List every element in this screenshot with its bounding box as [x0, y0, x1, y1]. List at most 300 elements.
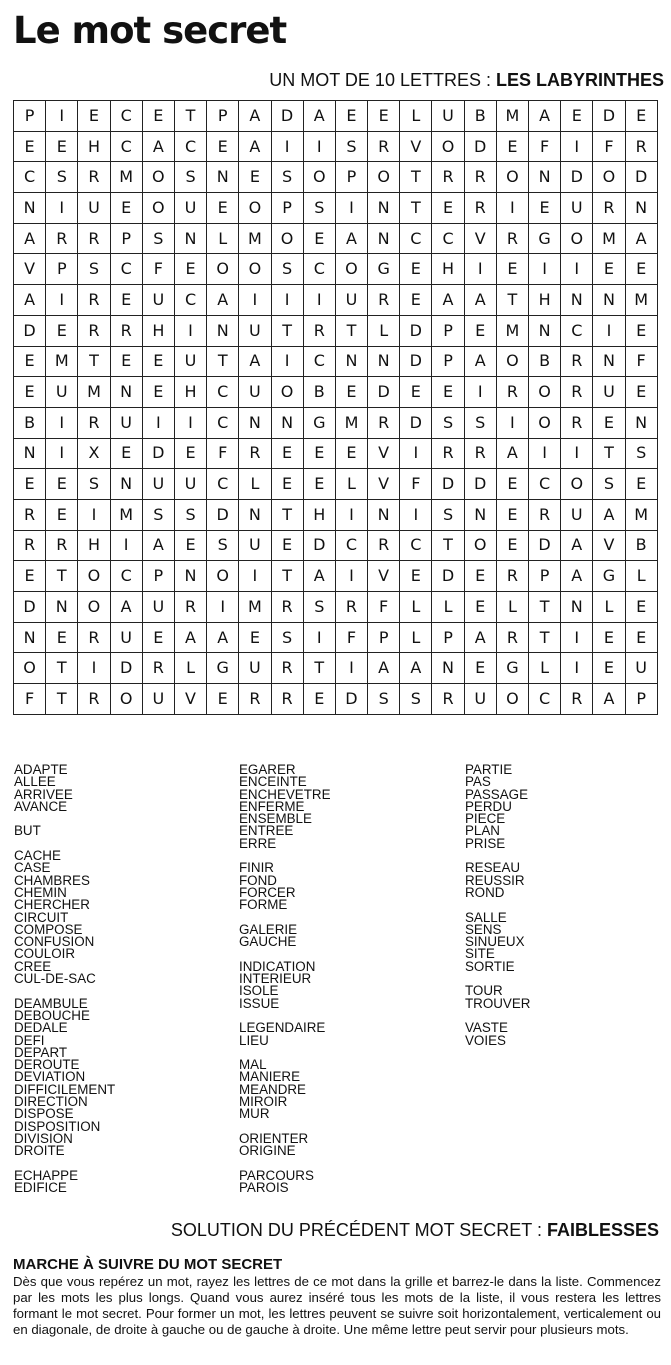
grid-cell[interactable]: E	[14, 377, 46, 408]
grid-cell[interactable]: R	[110, 315, 142, 346]
grid-cell[interactable]: A	[561, 561, 593, 592]
grid-cell[interactable]: R	[464, 162, 496, 193]
word-list-item[interactable]: BUT	[14, 823, 41, 839]
grid-cell[interactable]: I	[496, 407, 528, 438]
grid-cell[interactable]: D	[432, 469, 464, 500]
grid-cell[interactable]: I	[239, 285, 271, 316]
grid-cell[interactable]: F	[335, 622, 367, 653]
grid-cell[interactable]: G	[303, 407, 335, 438]
grid-cell[interactable]: E	[625, 315, 657, 346]
grid-cell[interactable]: S	[432, 499, 464, 530]
grid-cell[interactable]: O	[561, 223, 593, 254]
grid-cell[interactable]: H	[174, 377, 206, 408]
grid-cell[interactable]: C	[529, 684, 561, 715]
grid-cell[interactable]: U	[464, 684, 496, 715]
grid-cell[interactable]: O	[271, 377, 303, 408]
grid-cell[interactable]: A	[625, 223, 657, 254]
grid-cell[interactable]: R	[529, 499, 561, 530]
grid-cell[interactable]: C	[400, 530, 432, 561]
grid-cell[interactable]: I	[46, 193, 78, 224]
grid-cell[interactable]: E	[110, 438, 142, 469]
grid-cell[interactable]: I	[271, 346, 303, 377]
grid-cell[interactable]: A	[368, 653, 400, 684]
grid-cell[interactable]: A	[110, 592, 142, 623]
grid-cell[interactable]: V	[368, 561, 400, 592]
word-list-item[interactable]: LEGENDAIRE	[239, 1020, 326, 1036]
grid-cell[interactable]: O	[239, 193, 271, 224]
word-list-item[interactable]: FORCER	[239, 884, 296, 900]
word-list-item[interactable]: ENTREE	[239, 823, 294, 839]
grid-cell[interactable]: E	[239, 162, 271, 193]
grid-cell[interactable]: A	[142, 530, 174, 561]
word-list-item[interactable]: REUSSIR	[465, 872, 525, 888]
grid-cell[interactable]: P	[625, 684, 657, 715]
grid-cell[interactable]: S	[78, 469, 110, 500]
grid-cell[interactable]: E	[400, 561, 432, 592]
grid-cell[interactable]: U	[110, 407, 142, 438]
grid-cell[interactable]: R	[335, 592, 367, 623]
grid-cell[interactable]: C	[174, 131, 206, 162]
grid-cell[interactable]: V	[368, 469, 400, 500]
grid-cell[interactable]: I	[174, 315, 206, 346]
word-list-item[interactable]: ROND	[465, 884, 505, 900]
grid-cell[interactable]: R	[368, 530, 400, 561]
grid-cell[interactable]: C	[303, 346, 335, 377]
grid-cell[interactable]: O	[496, 684, 528, 715]
word-list-item[interactable]: PAS	[465, 774, 491, 790]
grid-cell[interactable]: R	[271, 684, 303, 715]
grid-cell[interactable]: F	[529, 131, 561, 162]
grid-cell[interactable]: M	[110, 499, 142, 530]
grid-cell[interactable]: M	[78, 377, 110, 408]
grid-cell[interactable]: G	[496, 653, 528, 684]
grid-cell[interactable]: P	[432, 622, 464, 653]
grid-cell[interactable]: T	[271, 561, 303, 592]
grid-cell[interactable]: T	[46, 561, 78, 592]
word-list-item[interactable]: MEANDRE	[239, 1081, 306, 1097]
grid-cell[interactable]: R	[78, 223, 110, 254]
grid-cell[interactable]: I	[561, 622, 593, 653]
word-list-item[interactable]: TOUR	[465, 983, 503, 999]
grid-cell[interactable]: E	[625, 592, 657, 623]
grid-cell[interactable]: E	[464, 653, 496, 684]
grid-cell[interactable]: U	[432, 101, 464, 132]
word-list-item[interactable]: DISPOSE	[14, 1106, 74, 1122]
grid-cell[interactable]: O	[464, 530, 496, 561]
grid-cell[interactable]: I	[561, 438, 593, 469]
grid-cell[interactable]: O	[239, 254, 271, 285]
grid-cell[interactable]: E	[529, 193, 561, 224]
grid-cell[interactable]: E	[14, 346, 46, 377]
grid-cell[interactable]: R	[78, 407, 110, 438]
grid-cell[interactable]: R	[593, 193, 625, 224]
grid-cell[interactable]: D	[207, 499, 239, 530]
grid-cell[interactable]: C	[561, 315, 593, 346]
grid-cell[interactable]: A	[464, 622, 496, 653]
grid-cell[interactable]: H	[529, 285, 561, 316]
grid-cell[interactable]: O	[78, 561, 110, 592]
grid-cell[interactable]: O	[496, 346, 528, 377]
word-list-item[interactable]: DEFI	[14, 1032, 45, 1048]
grid-cell[interactable]: O	[529, 377, 561, 408]
grid-cell[interactable]: I	[529, 254, 561, 285]
grid-cell[interactable]: A	[239, 346, 271, 377]
grid-cell[interactable]: N	[46, 592, 78, 623]
grid-cell[interactable]: P	[207, 101, 239, 132]
word-list-item[interactable]: SINUEUX	[465, 934, 525, 950]
grid-cell[interactable]: S	[593, 469, 625, 500]
grid-cell[interactable]: N	[207, 162, 239, 193]
grid-cell[interactable]: N	[110, 469, 142, 500]
grid-cell[interactable]: R	[303, 315, 335, 346]
grid-cell[interactable]: R	[561, 407, 593, 438]
grid-cell[interactable]: T	[174, 101, 206, 132]
grid-cell[interactable]: D	[464, 131, 496, 162]
grid-cell[interactable]: R	[271, 653, 303, 684]
grid-cell[interactable]: S	[432, 407, 464, 438]
grid-cell[interactable]: E	[46, 499, 78, 530]
grid-cell[interactable]: T	[496, 285, 528, 316]
grid-cell[interactable]: R	[432, 162, 464, 193]
grid-cell[interactable]: O	[142, 193, 174, 224]
grid-cell[interactable]: C	[110, 561, 142, 592]
grid-cell[interactable]: U	[174, 346, 206, 377]
grid-cell[interactable]: E	[496, 254, 528, 285]
word-list-item[interactable]: ENCEINTE	[239, 774, 307, 790]
word-list-item[interactable]: EGARER	[239, 762, 296, 777]
grid-cell[interactable]: N	[174, 223, 206, 254]
grid-cell[interactable]: F	[14, 684, 46, 715]
word-list-item[interactable]: CACHE	[14, 848, 61, 864]
word-list-item[interactable]: GALERIE	[239, 921, 298, 937]
grid-cell[interactable]: E	[110, 346, 142, 377]
grid-cell[interactable]: D	[464, 469, 496, 500]
grid-cell[interactable]: A	[239, 101, 271, 132]
grid-cell[interactable]: V	[14, 254, 46, 285]
grid-cell[interactable]: A	[335, 223, 367, 254]
grid-cell[interactable]: R	[561, 684, 593, 715]
grid-cell[interactable]: E	[303, 684, 335, 715]
grid-cell[interactable]: N	[368, 499, 400, 530]
grid-cell[interactable]: O	[432, 131, 464, 162]
grid-cell[interactable]: E	[174, 530, 206, 561]
grid-cell[interactable]: N	[529, 315, 561, 346]
grid-cell[interactable]: C	[303, 254, 335, 285]
grid-cell[interactable]: O	[335, 254, 367, 285]
grid-cell[interactable]: N	[368, 223, 400, 254]
grid-cell[interactable]: D	[400, 315, 432, 346]
grid-cell[interactable]: T	[335, 315, 367, 346]
grid-cell[interactable]: E	[110, 193, 142, 224]
grid-cell[interactable]: U	[78, 193, 110, 224]
grid-cell[interactable]: O	[110, 684, 142, 715]
grid-cell[interactable]: N	[239, 407, 271, 438]
grid-cell[interactable]: F	[142, 254, 174, 285]
grid-cell[interactable]: U	[142, 285, 174, 316]
grid-cell[interactable]: M	[110, 162, 142, 193]
grid-cell[interactable]: V	[174, 684, 206, 715]
grid-cell[interactable]: C	[110, 254, 142, 285]
grid-cell[interactable]: U	[593, 377, 625, 408]
grid-cell[interactable]: L	[207, 223, 239, 254]
grid-cell[interactable]: R	[496, 377, 528, 408]
grid-cell[interactable]: F	[593, 131, 625, 162]
word-list-item[interactable]: INDICATION	[239, 958, 316, 974]
word-list-item[interactable]: PIECE	[465, 811, 506, 827]
grid-cell[interactable]: T	[400, 193, 432, 224]
grid-cell[interactable]: N	[625, 193, 657, 224]
word-list-item[interactable]: CHEMIN	[14, 884, 67, 900]
grid-cell[interactable]: R	[78, 162, 110, 193]
grid-cell[interactable]: B	[625, 530, 657, 561]
grid-cell[interactable]: R	[368, 407, 400, 438]
grid-cell[interactable]: I	[271, 285, 303, 316]
grid-cell[interactable]: F	[625, 346, 657, 377]
grid-cell[interactable]: D	[561, 162, 593, 193]
grid-cell[interactable]: I	[271, 131, 303, 162]
word-list-item[interactable]: DIFFICILEMENT	[14, 1081, 116, 1097]
grid-cell[interactable]: D	[335, 684, 367, 715]
word-list-item[interactable]: DIRECTION	[14, 1094, 88, 1110]
grid-cell[interactable]: P	[529, 561, 561, 592]
grid-cell[interactable]: S	[625, 438, 657, 469]
grid-cell[interactable]: P	[432, 315, 464, 346]
grid-cell[interactable]: I	[561, 653, 593, 684]
grid-cell[interactable]: L	[593, 592, 625, 623]
grid-cell[interactable]: I	[239, 561, 271, 592]
grid-cell[interactable]: A	[464, 346, 496, 377]
grid-cell[interactable]: E	[335, 438, 367, 469]
grid-cell[interactable]: N	[625, 407, 657, 438]
grid-cell[interactable]: I	[335, 653, 367, 684]
grid-cell[interactable]: N	[335, 346, 367, 377]
grid-cell[interactable]: I	[335, 193, 367, 224]
grid-cell[interactable]: I	[400, 499, 432, 530]
grid-cell[interactable]: O	[561, 469, 593, 500]
grid-cell[interactable]: E	[239, 622, 271, 653]
word-list-item[interactable]: PASSAGE	[465, 786, 529, 802]
grid-cell[interactable]: U	[239, 377, 271, 408]
grid-cell[interactable]: U	[335, 285, 367, 316]
grid-cell[interactable]: R	[432, 438, 464, 469]
grid-cell[interactable]: O	[529, 407, 561, 438]
grid-cell[interactable]: E	[78, 101, 110, 132]
grid-cell[interactable]: E	[625, 254, 657, 285]
word-list-item[interactable]: DEPART	[14, 1044, 68, 1060]
grid-cell[interactable]: V	[593, 530, 625, 561]
grid-cell[interactable]: C	[110, 131, 142, 162]
word-list-item[interactable]: CASE	[14, 860, 51, 876]
word-list-item[interactable]: ENSEMBLE	[239, 811, 312, 827]
word-list-item[interactable]: ENCHEVETRE	[239, 786, 331, 802]
grid-cell[interactable]: C	[14, 162, 46, 193]
grid-cell[interactable]: P	[432, 346, 464, 377]
grid-cell[interactable]: V	[368, 438, 400, 469]
word-list-item[interactable]: LIEU	[239, 1032, 269, 1048]
word-list-item[interactable]: GAUCHE	[239, 934, 297, 950]
grid-cell[interactable]: A	[432, 285, 464, 316]
grid-cell[interactable]: C	[110, 101, 142, 132]
grid-cell[interactable]: R	[78, 315, 110, 346]
grid-cell[interactable]: N	[368, 346, 400, 377]
grid-cell[interactable]: T	[529, 592, 561, 623]
grid-cell[interactable]: I	[78, 653, 110, 684]
grid-cell[interactable]: N	[368, 193, 400, 224]
grid-cell[interactable]: I	[46, 285, 78, 316]
grid-cell[interactable]: E	[142, 377, 174, 408]
grid-cell[interactable]: L	[432, 592, 464, 623]
grid-cell[interactable]: R	[46, 223, 78, 254]
word-list-item[interactable]: ORIENTER	[239, 1130, 309, 1146]
grid-cell[interactable]: R	[496, 223, 528, 254]
grid-cell[interactable]: B	[464, 101, 496, 132]
grid-cell[interactable]: M	[625, 499, 657, 530]
grid-cell[interactable]: E	[432, 377, 464, 408]
grid-cell[interactable]: D	[142, 438, 174, 469]
grid-cell[interactable]: D	[110, 653, 142, 684]
grid-cell[interactable]: E	[625, 377, 657, 408]
grid-cell[interactable]: P	[142, 561, 174, 592]
grid-cell[interactable]: R	[271, 592, 303, 623]
grid-cell[interactable]: E	[593, 407, 625, 438]
grid-cell[interactable]: P	[368, 622, 400, 653]
word-list-item[interactable]: DIVISION	[14, 1130, 73, 1146]
grid-cell[interactable]: N	[464, 499, 496, 530]
grid-cell[interactable]: V	[400, 131, 432, 162]
grid-cell[interactable]: N	[14, 438, 46, 469]
grid-cell[interactable]: R	[46, 530, 78, 561]
grid-cell[interactable]: E	[303, 438, 335, 469]
word-list-item[interactable]: SALLE	[465, 909, 507, 925]
word-list-item[interactable]: PERDU	[465, 798, 512, 814]
grid-cell[interactable]: G	[368, 254, 400, 285]
grid-cell[interactable]: U	[142, 684, 174, 715]
grid-cell[interactable]: E	[46, 622, 78, 653]
grid-cell[interactable]: I	[110, 530, 142, 561]
grid-cell[interactable]: I	[464, 254, 496, 285]
grid-cell[interactable]: E	[142, 101, 174, 132]
grid-cell[interactable]: R	[174, 592, 206, 623]
grid-cell[interactable]: I	[174, 407, 206, 438]
grid-cell[interactable]: E	[625, 101, 657, 132]
grid-cell[interactable]: G	[529, 223, 561, 254]
grid-cell[interactable]: S	[303, 193, 335, 224]
grid-cell[interactable]: A	[529, 101, 561, 132]
grid-cell[interactable]: F	[368, 592, 400, 623]
word-list-item[interactable]: CIRCUIT	[14, 909, 69, 925]
grid-cell[interactable]: I	[303, 285, 335, 316]
grid-cell[interactable]: S	[464, 407, 496, 438]
grid-cell[interactable]: A	[142, 131, 174, 162]
grid-cell[interactable]: E	[46, 131, 78, 162]
grid-cell[interactable]: E	[174, 254, 206, 285]
grid-cell[interactable]: E	[464, 315, 496, 346]
grid-cell[interactable]: I	[78, 499, 110, 530]
grid-cell[interactable]: I	[303, 622, 335, 653]
grid-cell[interactable]: A	[303, 561, 335, 592]
word-list-item[interactable]: ISSUE	[239, 995, 280, 1011]
grid-cell[interactable]: S	[271, 254, 303, 285]
grid-cell[interactable]: R	[14, 530, 46, 561]
grid-cell[interactable]: N	[561, 592, 593, 623]
grid-cell[interactable]: E	[464, 561, 496, 592]
grid-cell[interactable]: E	[207, 684, 239, 715]
grid-cell[interactable]: U	[174, 193, 206, 224]
grid-cell[interactable]: P	[271, 193, 303, 224]
grid-cell[interactable]: O	[207, 561, 239, 592]
grid-cell[interactable]: M	[625, 285, 657, 316]
grid-cell[interactable]: P	[335, 162, 367, 193]
grid-cell[interactable]: R	[432, 684, 464, 715]
grid-cell[interactable]: S	[303, 592, 335, 623]
grid-cell[interactable]: T	[593, 438, 625, 469]
grid-cell[interactable]: R	[239, 684, 271, 715]
grid-cell[interactable]: S	[174, 499, 206, 530]
grid-cell[interactable]: X	[78, 438, 110, 469]
word-list-item[interactable]: DEDALE	[14, 1020, 68, 1036]
grid-cell[interactable]: E	[400, 377, 432, 408]
grid-cell[interactable]: R	[561, 346, 593, 377]
grid-cell[interactable]: H	[78, 131, 110, 162]
grid-cell[interactable]: O	[496, 162, 528, 193]
word-list-item[interactable]: CREE	[14, 958, 52, 974]
grid-cell[interactable]: G	[593, 561, 625, 592]
grid-cell[interactable]: D	[271, 101, 303, 132]
grid-cell[interactable]: E	[335, 377, 367, 408]
word-list-item[interactable]: INTERIEUR	[239, 971, 312, 987]
grid-cell[interactable]: E	[496, 469, 528, 500]
grid-cell[interactable]: S	[400, 684, 432, 715]
grid-cell[interactable]: U	[625, 653, 657, 684]
word-list-item[interactable]: MIROIR	[239, 1094, 288, 1110]
grid-cell[interactable]: D	[625, 162, 657, 193]
grid-cell[interactable]: I	[561, 254, 593, 285]
grid-cell[interactable]: L	[496, 592, 528, 623]
grid-cell[interactable]: D	[14, 315, 46, 346]
grid-cell[interactable]: N	[529, 162, 561, 193]
grid-cell[interactable]: E	[561, 101, 593, 132]
word-list-item[interactable]: CHAMBRES	[14, 872, 90, 888]
word-list-item[interactable]: VOIES	[465, 1032, 506, 1048]
word-list-item[interactable]: DEVIATION	[14, 1069, 86, 1085]
grid-cell[interactable]: E	[207, 193, 239, 224]
grid-cell[interactable]: F	[207, 438, 239, 469]
grid-cell[interactable]: M	[239, 223, 271, 254]
grid-cell[interactable]: S	[207, 530, 239, 561]
word-list-item[interactable]: SENS	[465, 921, 502, 937]
grid-cell[interactable]: T	[46, 684, 78, 715]
grid-cell[interactable]: M	[496, 315, 528, 346]
grid-cell[interactable]: H	[432, 254, 464, 285]
word-list-item[interactable]: ADAPTE	[14, 762, 68, 777]
grid-cell[interactable]: D	[400, 407, 432, 438]
grid-cell[interactable]: R	[561, 377, 593, 408]
grid-cell[interactable]: A	[303, 101, 335, 132]
grid-cell[interactable]: E	[14, 131, 46, 162]
grid-cell[interactable]: N	[14, 193, 46, 224]
grid-cell[interactable]: A	[174, 622, 206, 653]
grid-cell[interactable]: C	[207, 377, 239, 408]
grid-cell[interactable]: U	[46, 377, 78, 408]
grid-cell[interactable]: L	[239, 469, 271, 500]
word-list-item[interactable]: SITE	[465, 946, 495, 962]
grid-cell[interactable]: T	[400, 162, 432, 193]
word-list-item[interactable]: MUR	[239, 1106, 270, 1122]
grid-cell[interactable]: C	[207, 407, 239, 438]
word-list-item[interactable]: AVANCE	[14, 798, 68, 814]
grid-cell[interactable]: A	[496, 438, 528, 469]
grid-cell[interactable]: D	[303, 530, 335, 561]
